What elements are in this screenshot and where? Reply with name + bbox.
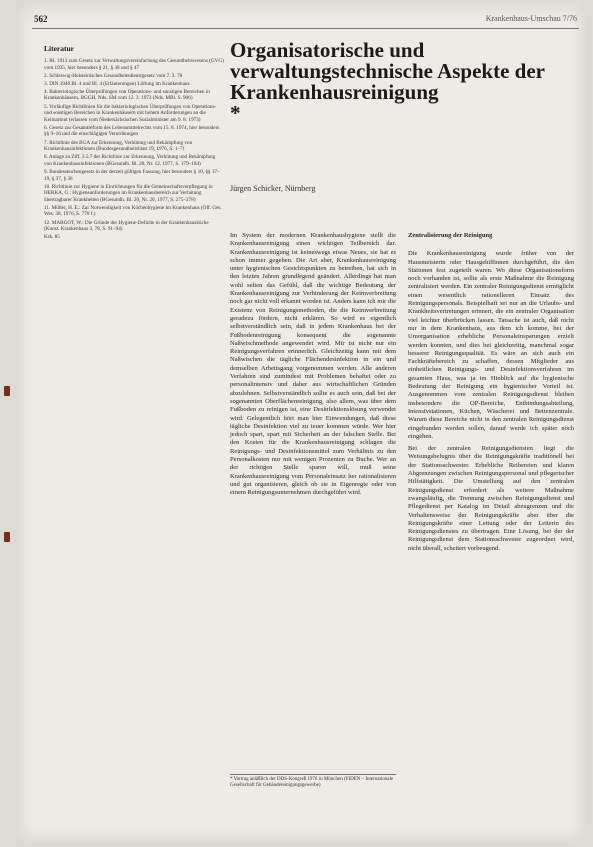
paragraph: Die Krankenhausreinigung wurde früher von der Hausmeisterin oder Hausgehilfinnen durchgeführt, die den Stationen fest zugeteilt waren. Wo diese Organisationsform noch vorhanden ist, sollte als erste Maßnahme die Reinigung zentralisiert werden. Ein zentraler Reinigungsdienst ermöglicht einen wesentlich rationelleren Einsatz des Reinigungspersonals. Beispielhaft sei nur an die Urlaubs- und Krankheitsvertretungen erinnert, die ein zentraler Organisation viel leichter überbrücken lassen. Tatsache ist auch, daß nicht nur in dem Krankenhaus, aus dem ich komme, bei der Umorganisation erhebliche Personaleinsparungen erzielt werden konnten, und dies bei gleichzeitig, manchmal sogar besserer Reinigungsqualität. Es wäre an sich auch ein Fachkräftebereich zu schaffen, dessen Mitglieder aus einheitlichen Reinigungs- und Desinfektionsverfahren im gesamten Haus, was ja im Hinblick auf die hygienische Bedeutung der Reinigung ein hygienischer Vorteil ist. Ausgenommen vom zentralen Reinigungsdienst bleiben insbesondere die OP-Bereiche, Entbindungsabteilung, Intensivstationen, Küchen, Wäscherei und Bettenzentrale. Warum diese Bereiche nicht in den zentralen Reinigungsdienst eingebunden werden sollen, darauf werde ich später noch eingehen. — [408, 250, 574, 440]
reference-item: 5. Vorläufige Richtlinien für die bakteriologischen Überprüfungen von Operations- und sonstigen Bereichen in Krankenhäusern mit hohem Anforderungen an die Keimarmut (erlassen vom Niedersächsischen Sozialminister am 9. 8. 1973) — [44, 103, 217, 123]
paragraph: Im System der modernen Krankenhaushygiene stellt die Krankenhausreinigung einen wichtigen Teilbereich dar. Krankenhausreinigung ist keineswegs etwas Neues, sie hat es schon immer gegeben. Die Art aber, Krankenhausreinigung unter hygienischen Gesichtspunkten zu betreiben, hat sich in den letzten Jahren grundlegend geändert. Allerdings hat man wohl selten das Gefühl, daß die wichtige Bedeutung der Krankenhausreinigung zur Verhinderung der Keimverbreitung noch gar nicht voll erkannt worden ist. Anders kann ich mir die Existenz von Reinigungsmethoden, die die Keimverbreitung geradezu fördern, nicht erklären. So wird es eigentlich selbstverständlich sein, daß in jedem Krankenhaus bei der Fußbodenreinigung konsequent die sogenannte Naßwischmethode angewendet wird. Mir ist nicht nur ein Reinigungsverfahren erinnerlich. Gleichzeitig kann mit dem Naßwischen die tägliche Flächendesinfektion in ein und demselben Arbeitsgang vorgenommen werden. Alle anderen Verfahren sind zumindest mit Problemen behaftet oder zu personalintensiv und daher aus wirtschaftlichen Gründen abzulehnen. Selbstverständlich sollte es auch sein, daß bei der sogenannten Oberflächenreinigung, also allem, was über dem Fußboden zu reinigen ist, eine Desinfektionslösung verwendet wird. Gelegentlich hört man hier Einwendungen, daß diese tägliche Desinfektion viel zu teuer kommen würde. Wer hier jedoch spart, spart mit Sicherheit an der falschen Stelle. Bei den Kosten für die Krankenhausreinigung schlagen die Reinigungs- und Desinfektionsmittel zum Verhältnis zu den Personalkosten nur mit wenigen Prozenten zu Buche. Wer an der richtigen Stelle sparen will, muß seine Krankenhausreinigung vom Personaleinsatz her rationalisieren und gut organisieren, gleich ob sie in Eigenregie oder von einem Reinigungsunternehmen durchgeführt wird. — [230, 232, 396, 497]
footnote: * Vortrag anläßlich der DDS-Kongreß 1976 in München (FIDEN – Internationale Gesellschaft für Gebäudereinigungsgewerbe) — [230, 774, 396, 789]
reference-item: 3. DIN 1946 Bl. 4 und Bl. 4 (Erläuterungen) Lüftung im Krankenhaus — [44, 80, 190, 87]
reference-item: 11. Müller, H. E.: Zur Notwendigkeit von Küchenhygiene im Krankenhaus (Öff. Ges. Wes. 38, 1976, S. 770 f.) — [44, 204, 222, 218]
reference-item: 6. Gesetz zur Gesamtreform des Lebensmittelrechts vom 15. 8. 1974, hier besonders §§ 9–16 und die einschlägigen Verordnungen — [44, 124, 220, 138]
article-title-text: Organisatorische und verwaltungstechnische Aspekte der Krankenhausreinigung — [230, 38, 545, 104]
reference-item: 12. MARGOT, W.: Die Gründe der Hygiene-Defizite in der Krankenhausküche (Kunst. Krankenhaus 3, 78, S. 91–94) — [44, 219, 209, 233]
author-line: Jürgen Schicker, Nürnberg — [230, 184, 316, 193]
reference-item: 1. BI. 1913 zum Gesetz zur Verwaltungsvereinfachung des Gesundheitswesens (GVG) vom 1935, hier besonders § 21, § 38 und § 47 — [44, 58, 224, 71]
paragraph: Bei der zentralen Reinigungsdiensten liegt die Weisungsbefugnis über die Reinigungskräfte traditionell bei der Stationsschwester. Erhebliche Reibereien und klaren Abgrenzungen zwischen Reinigungspersonal und pflegerischer Hilfstätigkeit. Die Umstellung auf den zentralen Reinigungsdienst erfordert als weitere Maßnahme zwangsläufig, die Trennung zwischen Reinigungsdienst und Pflegedienst per Katalog im Detail abzugrenzen und die Verhaltensweise der Reinigungskräfte aber über die Reinigungskräfte einer Leitung oder der Leiterin des Reinigungsdienstes zu übertragen. Eine Lösung, bei der der Reinigungsdienst dem Stationsschwester zugeordnet wird, nicht überall, scheitert vorbeugend. — [408, 445, 574, 552]
reference-item: 9. Bundesseuchengesetz in der derzeit gültigen Fassung, hier besonders § 10, §§ 17–19, § 37, § 38 — [44, 168, 220, 182]
reference-item: 2. Schleswig-Holsteinisches Gesundheitsdienstgesetz vom 7. 3. 78 — [44, 72, 183, 79]
title-asterisk: * — [230, 101, 241, 125]
header-rule — [32, 28, 579, 29]
reference-list — [44, 58, 224, 242]
literature-heading: Literatur — [44, 44, 74, 53]
reference-item: 7. Richtlinie des BGA zur Erkennung, Verhütung und Bekämpfung von Krankenhausinfektionen (Bundesgesundheitsblatt 19, 1976, S. 1–7) — [44, 139, 193, 153]
article-title — [230, 40, 580, 124]
section-heading: Zentralisierung der Reinigung — [408, 232, 493, 239]
binder-mark — [4, 532, 10, 542]
page-number: 562 — [34, 14, 48, 24]
reference-item: 4. Bakteriologische Überprüfungen von Operations- und sonstigen Bereichen in Krankenhäusern, BGGH, Nds. SM vom 12. 3. 1973 (Nds. MBl. S. 906) — [44, 88, 210, 102]
page — [18, 4, 585, 842]
binder-mark — [4, 386, 10, 396]
reference-item: 8. Anlage zu Ziff. 3.5.7 der Richtlinie zur Erkennung, Verhütung und Bekämpfung von Krankenhausinfektionen (BGesundh. Bl. 20, Nr. 12, 1977, S. 179–184) — [44, 154, 216, 167]
reference-item: 10. Richtlinie zur Hygiene in Einrichtungen für die Gemeinschaftsverpflegung in HERKA, G.: Hygieneanforderungen im Krankenhausbereich zur Verhütung übertragbarer Krankheiten (BGesundh. Bl. 20, Nr. 20, 1977, S. 275–278) — [44, 183, 213, 203]
reference-item: Krk. 85 — [44, 234, 60, 241]
body-column-right — [408, 232, 574, 557]
body-column-left — [230, 232, 396, 502]
journal-name: Krankenhaus-Umschau 7/76 — [485, 14, 577, 23]
